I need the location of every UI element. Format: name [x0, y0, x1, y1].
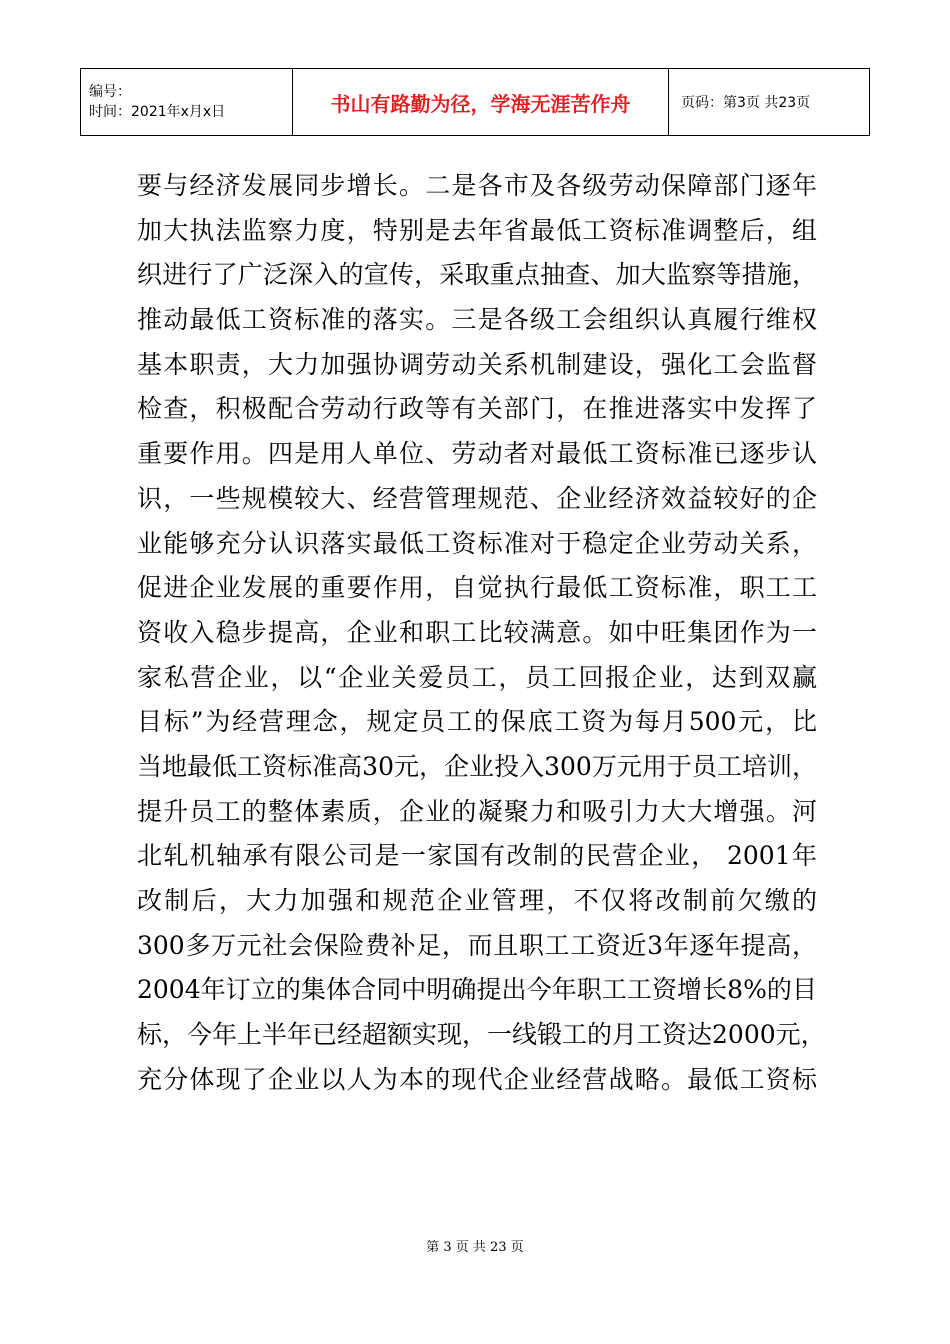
text-line: 检查，积极配合劳动行政等有关部门，在推进落实中发挥了 — [137, 394, 817, 424]
text-line: 当地最低工资标准高30元，企业投入300万元用于员工培训， — [137, 751, 817, 781]
text-line: 重要作用。四是用人单位、劳动者对最低工资标准已逐步认 — [137, 439, 817, 469]
text-line: 北轧机轴承有限公司是一家国有改制的民营企业， 2001年 — [137, 841, 817, 871]
text-line: 基本职责，大力加强协调劳动关系机制建设，强化工会监督 — [137, 349, 817, 379]
text-line: 资收入稳步提高，企业和职工比较满意。如中旺集团作为一 — [137, 617, 817, 647]
number-label: 编号： — [89, 84, 131, 100]
text-line: 提升员工的整体素质，企业的凝聚力和吸引力大大增强。河 — [137, 796, 817, 826]
text-line: 识，一些规模较大、经营管理规范、企业经济效益较好的企 — [137, 483, 817, 513]
text-line: 300多万元社会保险费补足，而且职工工资近3年逐年提高， — [137, 930, 817, 960]
document-header — [80, 68, 870, 136]
text-line: 要与经济发展同步增长。二是各市及各级劳动保障部门逐年 — [137, 171, 817, 200]
body-text — [137, 164, 826, 1102]
text-line: 加大执法监察力度，特别是去年省最低工资标准调整后，组 — [137, 215, 817, 245]
text-line: 业能够充分认识落实最低工资标准对于稳定企业劳动关系， — [137, 528, 817, 558]
header-meta — [81, 69, 293, 136]
text-line: 织进行了广泛深入的宣传，采取重点抽查、加大监察等措施， — [137, 260, 817, 290]
motto: 书山有路勤为径，学海无涯苦作舟 — [293, 69, 669, 136]
text-line: 充分体现了企业以人为本的现代企业经营战略。最低工资标 — [137, 1064, 817, 1094]
text-line: 促进企业发展的重要作用，自觉执行最低工资标准，职工工 — [137, 573, 817, 603]
text-line: 改制后，大力加强和规范企业管理，不仅将改制前欠缴的 — [137, 886, 817, 915]
text-line: 2004年订立的集体合同中明确提出今年职工工资增长8%的目 — [137, 975, 817, 1005]
page-footer: 第 3 页 共 23 页 — [426, 1240, 524, 1255]
date-label: 时间：2021年x月x日 — [89, 104, 226, 120]
page-info: 页码：第3页 共23页 — [669, 69, 870, 136]
text-line: 推动最低工资标准的落实。三是各级工会组织认真履行维权 — [137, 305, 817, 335]
text-line: 标，今年上半年已经超额实现，一线锻工的月工资达2000元， — [137, 1020, 826, 1050]
text-line: 目标”为经营理念，规定员工的保底工资为每月500元，比 — [137, 707, 817, 737]
text-line: 家私营企业，以“企业关爱员工，员工回报企业，达到双赢 — [137, 662, 817, 692]
